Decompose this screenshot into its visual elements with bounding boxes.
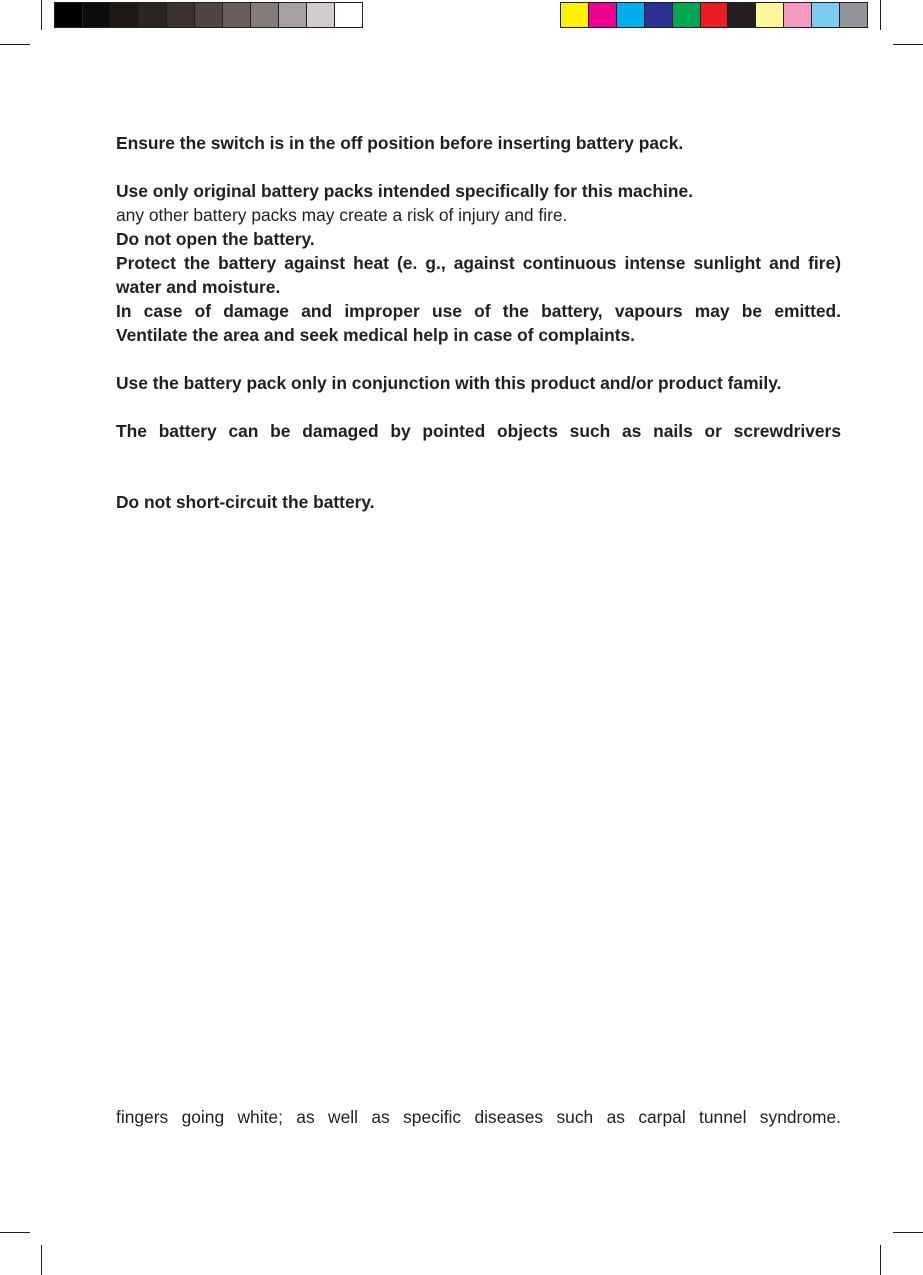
- switch-off-warning: Ensure the switch is in the off position before inserting battery pack.: [116, 133, 684, 153]
- gray-swatch: [139, 3, 167, 27]
- crop-mark: [880, 0, 881, 30]
- other-battery-risk-note: any other battery packs may create a risk of injury and fire.: [116, 205, 568, 225]
- color-swatch: [561, 3, 589, 27]
- vibration-health-note: fingers going white; as well as specific diseases such as carpal tunnel syndrome.: [116, 1107, 841, 1127]
- gray-swatch: [251, 3, 279, 27]
- color-swatch: [673, 3, 701, 27]
- color-swatch: [812, 3, 840, 27]
- gray-swatch: [335, 3, 362, 27]
- vapours-warning: In case of damage and improper use of the battery, vapours may be emitted.: [116, 301, 841, 321]
- short-circuit-warning: Do not short-circuit the battery.: [116, 492, 375, 512]
- gray-swatch: [223, 3, 251, 27]
- gray-swatch: [279, 3, 307, 27]
- product-family-warning: Use the battery pack only in conjunction with this product and/or product family.: [116, 373, 782, 393]
- color-swatch: [701, 3, 729, 27]
- do-not-open-warning: Do not open the battery.: [116, 229, 315, 249]
- crop-mark: [893, 1232, 923, 1233]
- crop-mark: [41, 1245, 42, 1275]
- gray-swatch: [111, 3, 139, 27]
- original-battery-warning: Use only original battery packs intended specifically for this machine.: [116, 181, 693, 201]
- grayscale-color-bar: [54, 2, 363, 28]
- gray-swatch: [167, 3, 195, 27]
- pointed-objects-warning: The battery can be damaged by pointed objects such as nails or screwdrivers: [116, 421, 841, 441]
- color-swatch: [756, 3, 784, 27]
- gray-swatch: [83, 3, 111, 27]
- crop-mark: [0, 44, 30, 45]
- crop-mark: [41, 0, 42, 30]
- crop-mark: [893, 44, 923, 45]
- color-swatch: [784, 3, 812, 27]
- crop-mark: [880, 1245, 881, 1275]
- color-swatch: [840, 3, 867, 27]
- gray-swatch: [195, 3, 223, 27]
- ventilate-warning: Ventilate the area and seek medical help in case of complaints.: [116, 325, 636, 345]
- process-color-bar: [560, 2, 868, 28]
- color-swatch: [645, 3, 673, 27]
- gray-swatch: [55, 3, 83, 27]
- color-swatch: [589, 3, 617, 27]
- gray-swatch: [307, 3, 335, 27]
- crop-mark: [0, 1232, 30, 1233]
- color-swatch: [617, 3, 645, 27]
- color-swatch: [728, 3, 756, 27]
- protect-battery-warning: Protect the battery against heat (e. g., against continuous intense sunlight and fire) water and moisture.: [116, 253, 841, 297]
